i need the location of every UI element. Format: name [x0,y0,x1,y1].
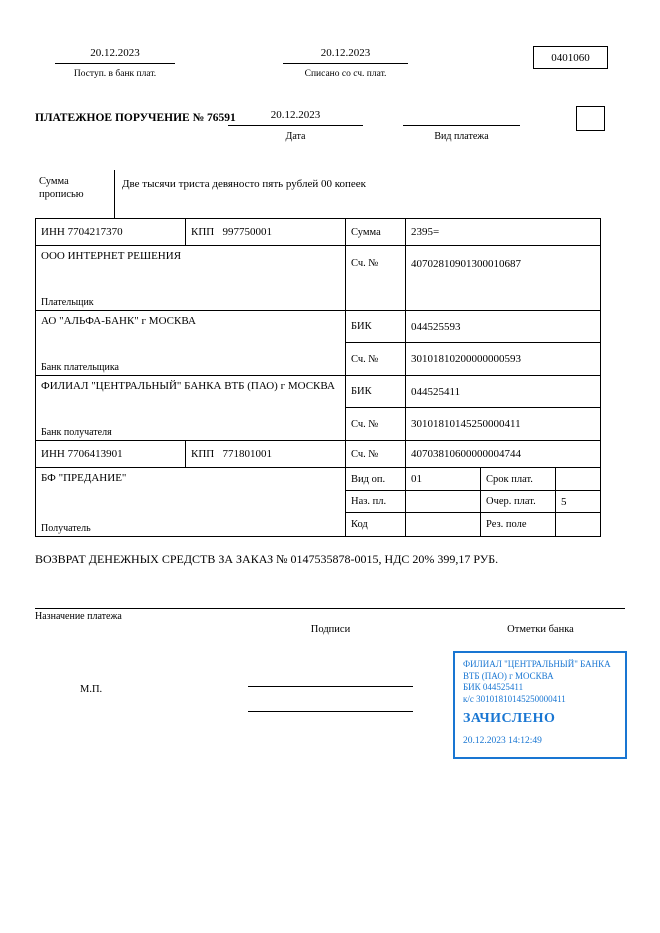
stamp-datetime: 20.12.2023 14:12:49 [463,736,542,746]
sum-value-cell: 2395= [406,219,600,246]
debited-date: 20.12.2023 [283,47,408,64]
payee-inn-cell: ИНН 7706413901 [36,441,186,468]
mp-label: М.П. [80,684,103,695]
payer-bank-block [36,311,346,376]
payer-account-label: Сч. № [346,246,406,311]
vid-op-value-cell: 01 [406,468,481,491]
payer-inn-cell: ИНН 7704217370 [36,219,186,246]
requisites-table [35,218,601,537]
kod-label-cell: Код [346,513,406,536]
payer-bank-bik-value: 044525593 [406,311,600,343]
date-label: Дата [285,131,306,142]
payment-type-line [403,109,520,126]
document-date: 20.12.2023 [228,109,363,126]
payee-bank-label: Банк получателя [41,427,112,438]
srok-plat-label-cell: Срок плат. [481,468,556,491]
document-title: ПЛАТЕЖНОЕ ПОРУЧЕНИЕ № 76591 [35,112,236,124]
payee-kpp-cell: КПП 771801001 [186,441,346,468]
debited-label: Списано со сч. плат. [304,69,387,79]
form-code-box: 0401060 [533,46,608,69]
payer-bank-bik-label: БИК [346,311,406,343]
payee-account-label: Сч. № [346,441,406,468]
payee-label: Получатель [41,523,91,534]
payee-account-value: 40703810600000004744 [406,441,600,468]
payment-purpose-text: ВОЗВРАТ ДЕНЕЖНЫХ СРЕДСТВ ЗА ЗАКАЗ № 0147535878-0015, НДС 20% 399,17 РУБ. [35,552,499,566]
signatures-label: Подписи [310,624,351,635]
received-label: Поступ. в банк плат. [73,69,157,79]
srok-plat-value-cell [556,468,600,491]
amount-words-label: Сумма прописью [35,170,115,218]
payee-bank-bik-value: 044525411 [406,376,600,408]
vid-op-label-cell: Вид оп. [346,468,406,491]
payer-bank-name: АО "АЛЬФА-БАНК" г МОСКВА [41,315,196,327]
stamp-bank-name-line2: ВТБ (ПАО) г МОСКВА [463,670,554,681]
payee-bank-account-value: 30101810145250000411 [406,408,600,441]
ocher-plat-label-cell: Очер. плат. [481,491,556,513]
payee-name: БФ "ПРЕДАНИЕ" [41,472,127,484]
signature-line-1 [248,671,413,687]
payer-bank-account-label: Сч. № [346,343,406,376]
stamp-bank-name-line1: ФИЛИАЛ "ЦЕНТРАЛЬНЫЙ" БАНКА [463,659,611,669]
payer-label: Плательщик [41,297,94,308]
payer-bank-account-value: 30101810200000000593 [406,343,600,376]
stamp-status: ЗАЧИСЛЕНО [463,711,556,726]
reserve-box [576,106,605,131]
payment-purpose-rule [35,608,625,609]
payee-block [36,468,346,536]
stamp-bik-line: БИК 044525411 [463,682,524,692]
kod-value-cell [406,513,481,536]
bank-stamp [453,651,627,759]
payer-kpp-cell: КПП 997750001 [186,219,346,246]
naz-pl-value-cell [406,491,481,513]
stamp-corr-account-line: к/с 30101810145250000411 [463,693,566,704]
payment-type-label: Вид платежа [434,131,489,142]
bank-marks-label: Отметки банка [507,624,574,635]
payee-bank-name: ФИЛИАЛ "ЦЕНТРАЛЬНЫЙ" БАНКА ВТБ (ПАО) г МОСКВА [41,380,335,392]
rez-pole-value-cell [556,513,600,536]
payer-name: ООО ИНТЕРНЕТ РЕШЕНИЯ [41,250,182,262]
payer-account-value: 40702810901300010687 [406,246,600,311]
rez-pole-label-cell: Рез. поле [481,513,556,536]
payment-purpose-label: Назначение платежа [35,611,122,622]
payee-bank-account-label: Сч. № [346,408,406,441]
amount-words-value: Две тысячи триста девяносто пять рублей 00 копеек [122,178,366,190]
payee-bank-block [36,376,346,441]
signature-line-2 [248,696,413,712]
ocher-plat-value-cell: 5 [556,491,600,513]
naz-pl-label-cell: Наз. пл. [346,491,406,513]
payer-block [36,246,346,311]
sum-label-cell: Сумма [346,219,406,246]
received-date: 20.12.2023 [55,47,175,64]
payer-bank-label: Банк плательщика [41,362,119,373]
payee-bank-bik-label: БИК [346,376,406,408]
